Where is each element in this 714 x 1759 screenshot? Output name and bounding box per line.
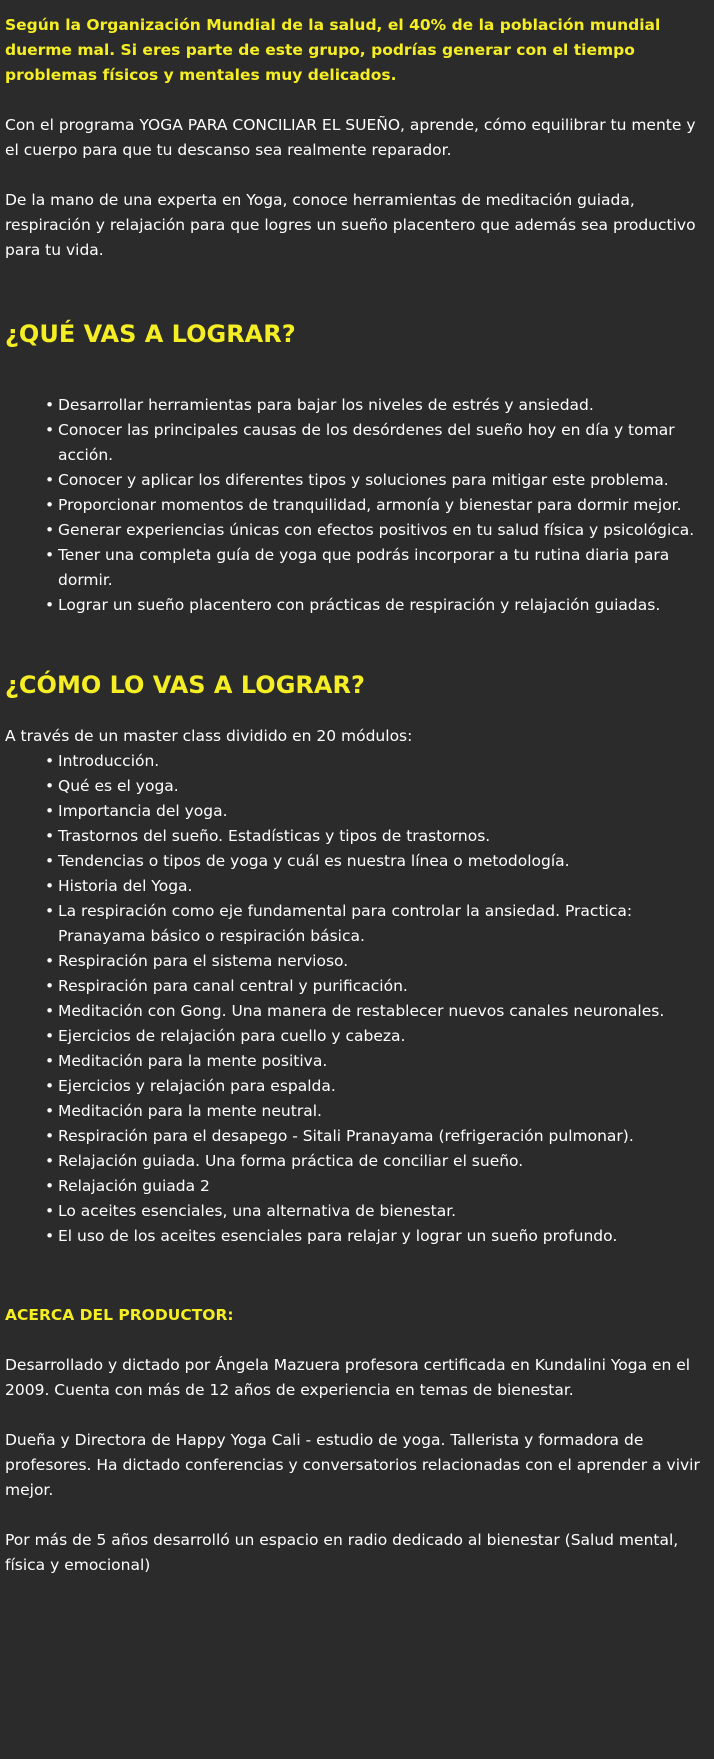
list-item: • Ejercicios de relajación para cuello y cabeza. (45, 1024, 702, 1049)
list-item: • Respiración para el sistema nervioso. (45, 949, 702, 974)
producer-heading: ACERCA DEL PRODUCTOR: (5, 1306, 234, 1324)
list-item: • Desarrollar herramientas para bajar los niveles de estrés y ansiedad. (45, 393, 702, 418)
list-item: • Tener una completa guía de yoga que podrás incorporar a tu rutina diaria para dormir. (45, 543, 702, 593)
list-item: • Meditación para la mente positiva. (45, 1049, 702, 1074)
list-item: • Meditación con Gong. Una manera de restablecer nuevos canales neuronales. (45, 999, 702, 1024)
modules-intro: A través de un master class dividido en 20 módulos: (5, 727, 413, 745)
how-heading: ¿CÓMO LO VAS A LOGRAR? (5, 671, 365, 699)
list-item: • Conocer las principales causas de los desórdenes del sueño hoy en día y tomar acción. (45, 418, 702, 468)
producer-paragraph: Dueña y Directora de Happy Yoga Cali - estudio de yoga. Tallerista y formadora de profesores. Ha dictado conferencias y conversatorios relacionadas con el aprender a vivir mejor. (5, 1431, 700, 1499)
list-item: • La respiración como eje fundamental para controlar la ansiedad. Practica: Pranayama básico o respiración básica. (45, 899, 702, 949)
list-item: • Generar experiencias únicas con efectos positivos en tu salud física y psicológica. (45, 518, 702, 543)
list-item: • Historia del Yoga. (45, 874, 702, 899)
list-item: • Relajación guiada 2 (45, 1174, 702, 1199)
list-item: • Conocer y aplicar los diferentes tipos y soluciones para mitigar este problema. (45, 468, 702, 493)
intro-highlight: Según la Organización Mundial de la salud, el 40% de la población mundial duerme mal. Si eres parte de este grupo, podrías generar con el tiempo problemas físicos y mentales muy delicados. (5, 16, 661, 84)
list-item: • Ejercicios y relajación para espalda. (45, 1074, 702, 1099)
list-item: • Importancia del yoga. (45, 799, 702, 824)
list-item: • Respiración para canal central y purificación. (45, 974, 702, 999)
producer-paragraph: Desarrollado y dictado por Ángela Mazuera profesora certificada en Kundalini Yoga en el 2009. Cuenta con más de 12 años de experiencia en temas de bienestar. (5, 1356, 691, 1399)
expert-paragraph: De la mano de una experta en Yoga, conoce herramientas de meditación guiada, respiración y relajación para que logres un sueño placentero que además sea productivo para tu vida. (5, 191, 696, 259)
list-item: • Relajación guiada. Una forma práctica de conciliar el sueño. (45, 1149, 702, 1174)
list-item: • Respiración para el desapego - Sitali Pranayama (refrigeración pulmonar). (45, 1124, 702, 1149)
list-item: • Meditación para la mente neutral. (45, 1099, 702, 1124)
list-item: • El uso de los aceites esenciales para relajar y lograr un sueño profundo. (45, 1224, 702, 1249)
goals-list (5, 393, 702, 618)
list-item: • Tendencias o tipos de yoga y cuál es nuestra línea o metodología. (45, 849, 702, 874)
list-item: • Qué es el yoga. (45, 774, 702, 799)
list-item: • Introducción. (45, 749, 702, 774)
list-item: • Trastornos del sueño. Estadísticas y tipos de trastornos. (45, 824, 702, 849)
list-item: • Proporcionar momentos de tranquilidad, armonía y bienestar para dormir mejor. (45, 493, 702, 518)
goals-heading: ¿QUÉ VAS A LOGRAR? (5, 320, 296, 348)
producer-paragraph: Por más de 5 años desarrolló un espacio en radio dedicado al bienestar (Salud mental, física y emocional) (5, 1531, 679, 1574)
list-item: • Lo aceites esenciales, una alternativa de bienestar. (45, 1199, 702, 1224)
list-item: • Lograr un sueño placentero con prácticas de respiración y relajación guiadas. (45, 593, 702, 618)
modules-list (5, 749, 702, 1249)
program-paragraph: Con el programa YOGA PARA CONCILIAR EL SUEÑO, aprende, cómo equilibrar tu mente y el cuerpo para que tu descanso sea realmente reparador. (5, 116, 696, 159)
